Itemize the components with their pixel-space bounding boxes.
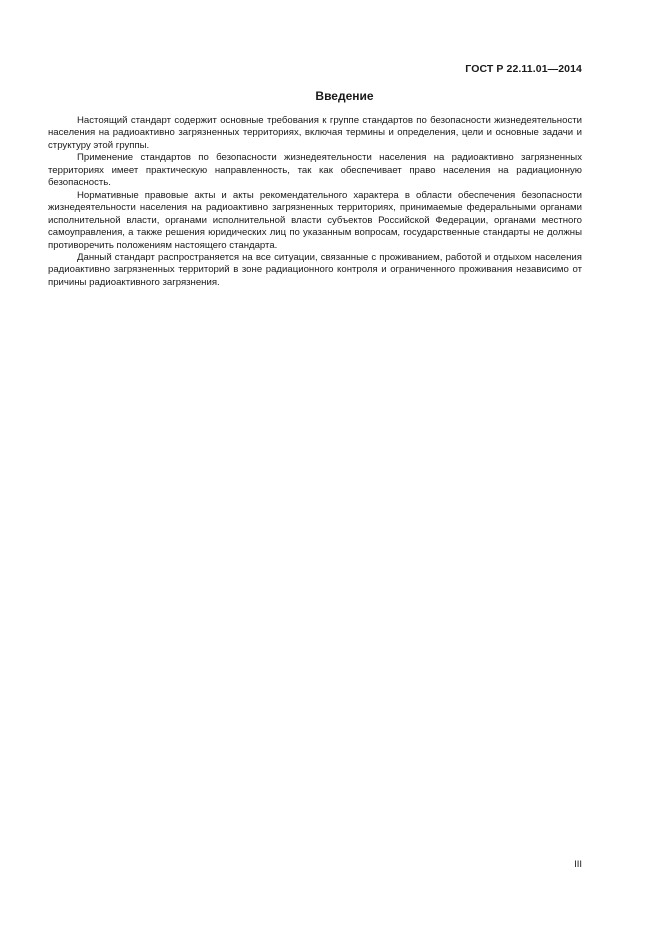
paragraph: Нормативные правовые акты и акты рекомендательного характера в области обеспечения безопасности жизнедеятельности населения на радиоактивно загрязненных территориях, принимаемые федеральными органами исполнительной власти, органами исполнительной власти субъектов Российской Федерации, органами местного самоуправления, а также решения юридических лиц по указанным вопросам, государственные стандарты не должны противоречить положениям настоящего стандарта. [48,189,582,251]
document-code: ГОСТ Р 22.11.01—2014 [465,63,582,75]
introduction-body [48,115,582,289]
paragraph: Настоящий стандарт содержит основные требования к группе стандартов по безопасности жизнедеятельности населения на радиоактивно загрязненных территориях, включая термины и определения, цели и основные задачи и структуру этой группы. [48,115,582,151]
page-number: III [574,859,582,870]
paragraph: Данный стандарт распространяется на все ситуации, связанные с проживанием, работой и отдыхом населения радиоактивно загрязненных территорий в зоне радиационного контроля и ограниченного проживания независимо от причины радиоактивного загрязнения. [48,251,582,288]
paragraph: Применение стандартов по безопасности жизнедеятельности населения на радиоактивно загрязненных территориях имеет практическую направленность, так как обеспечивает право населения на радиационную безопасность. [48,152,582,189]
section-title: Введение [315,89,374,103]
